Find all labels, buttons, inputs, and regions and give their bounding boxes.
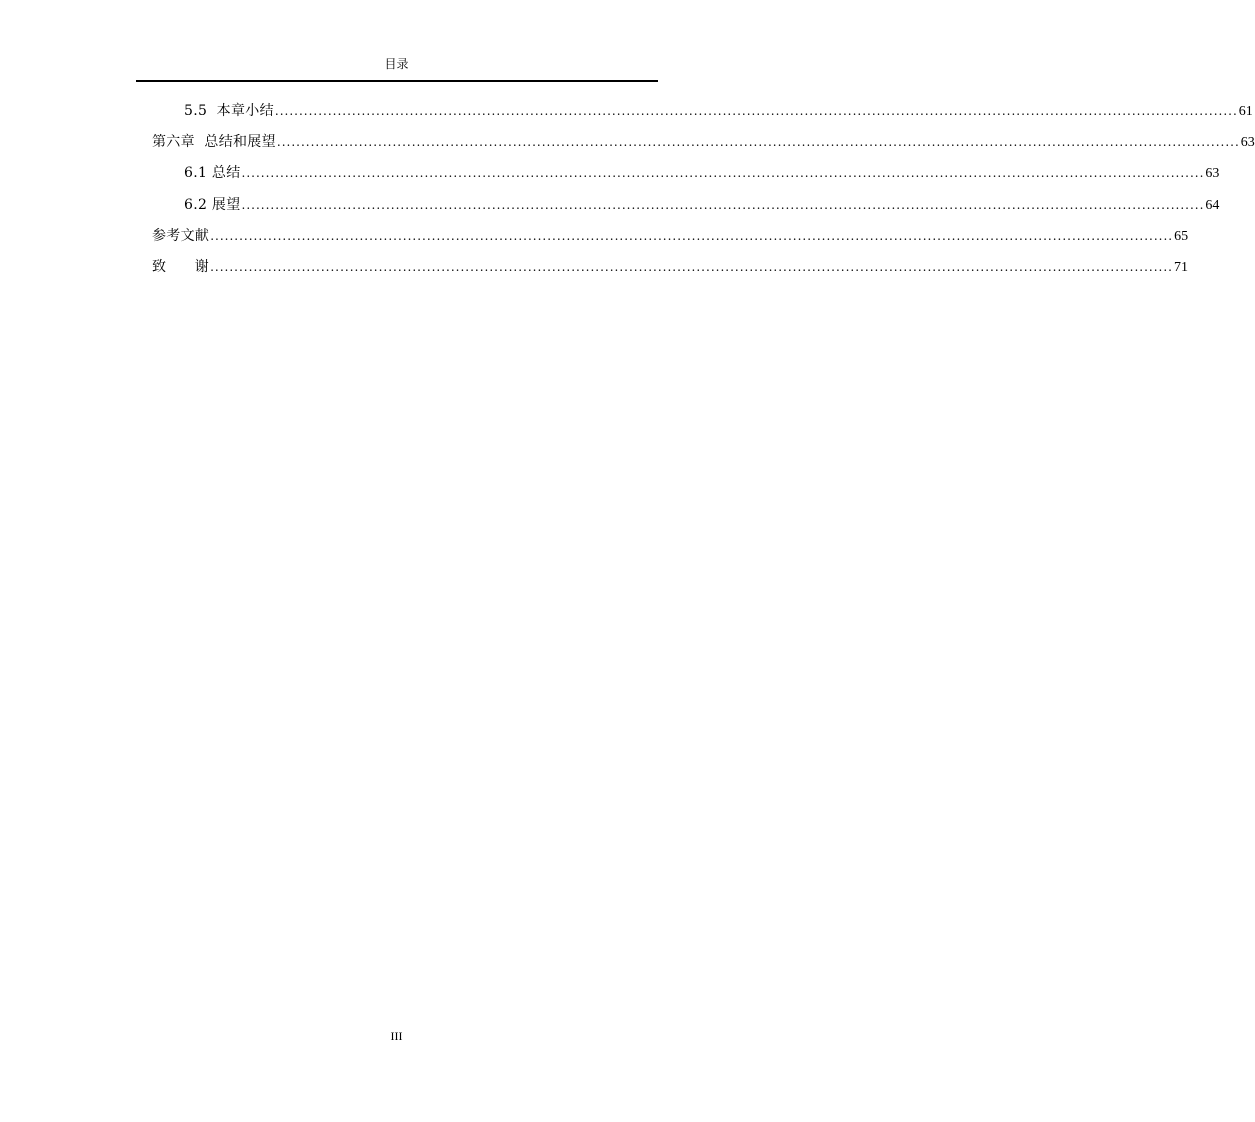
footer-page-number: III <box>390 1029 403 1043</box>
toc-dot-leader: ........................................................................................................................................................................................................ <box>210 259 1173 274</box>
toc-entry-label: 6.1 总结 <box>184 165 241 182</box>
toc-entry-label: 5.5 本章小结 <box>184 103 274 119</box>
toc-entry-5-5[interactable] <box>152 100 1253 131</box>
toc-dot-leader: ........................................................................................................................................................................................................ <box>241 197 1205 212</box>
toc-entry-page: 64 <box>1205 197 1220 213</box>
header-divider <box>136 80 658 82</box>
toc-dot-leader: ........................................................................................................................................................................................................ <box>276 135 1240 150</box>
toc-entry-label: 参考文献 <box>152 227 210 244</box>
toc-entry-chapter-6[interactable] <box>152 131 1255 162</box>
toc-entry-acknowledgements[interactable] <box>152 256 1188 287</box>
toc-entry-references[interactable] <box>152 225 1189 256</box>
toc-entry-page: 61 <box>1238 104 1253 119</box>
toc-entry-page: 63 <box>1240 135 1255 151</box>
table-of-contents <box>152 100 1255 287</box>
toc-dot-leader: ........................................................................................................................................................................................................ <box>210 228 1174 243</box>
toc-entry-page: 63 <box>1205 166 1220 182</box>
toc-entry-label: 6.2 展望 <box>184 196 241 213</box>
running-header-title: 目录 <box>384 57 409 71</box>
toc-entry-6-2[interactable] <box>152 194 1220 225</box>
toc-entry-page: 71 <box>1174 259 1188 275</box>
toc-dot-leader: ........................................................................................................................................................................................................ <box>241 166 1205 181</box>
toc-entry-6-1[interactable] <box>152 162 1220 193</box>
toc-dot-leader: ........................................................................................................................................................................................................ <box>274 104 1238 118</box>
toc-entry-page: 65 <box>1174 228 1189 244</box>
toc-entry-label: 致 谢 <box>152 258 210 275</box>
toc-entry-label: 第六章 总结和展望 <box>152 134 276 151</box>
